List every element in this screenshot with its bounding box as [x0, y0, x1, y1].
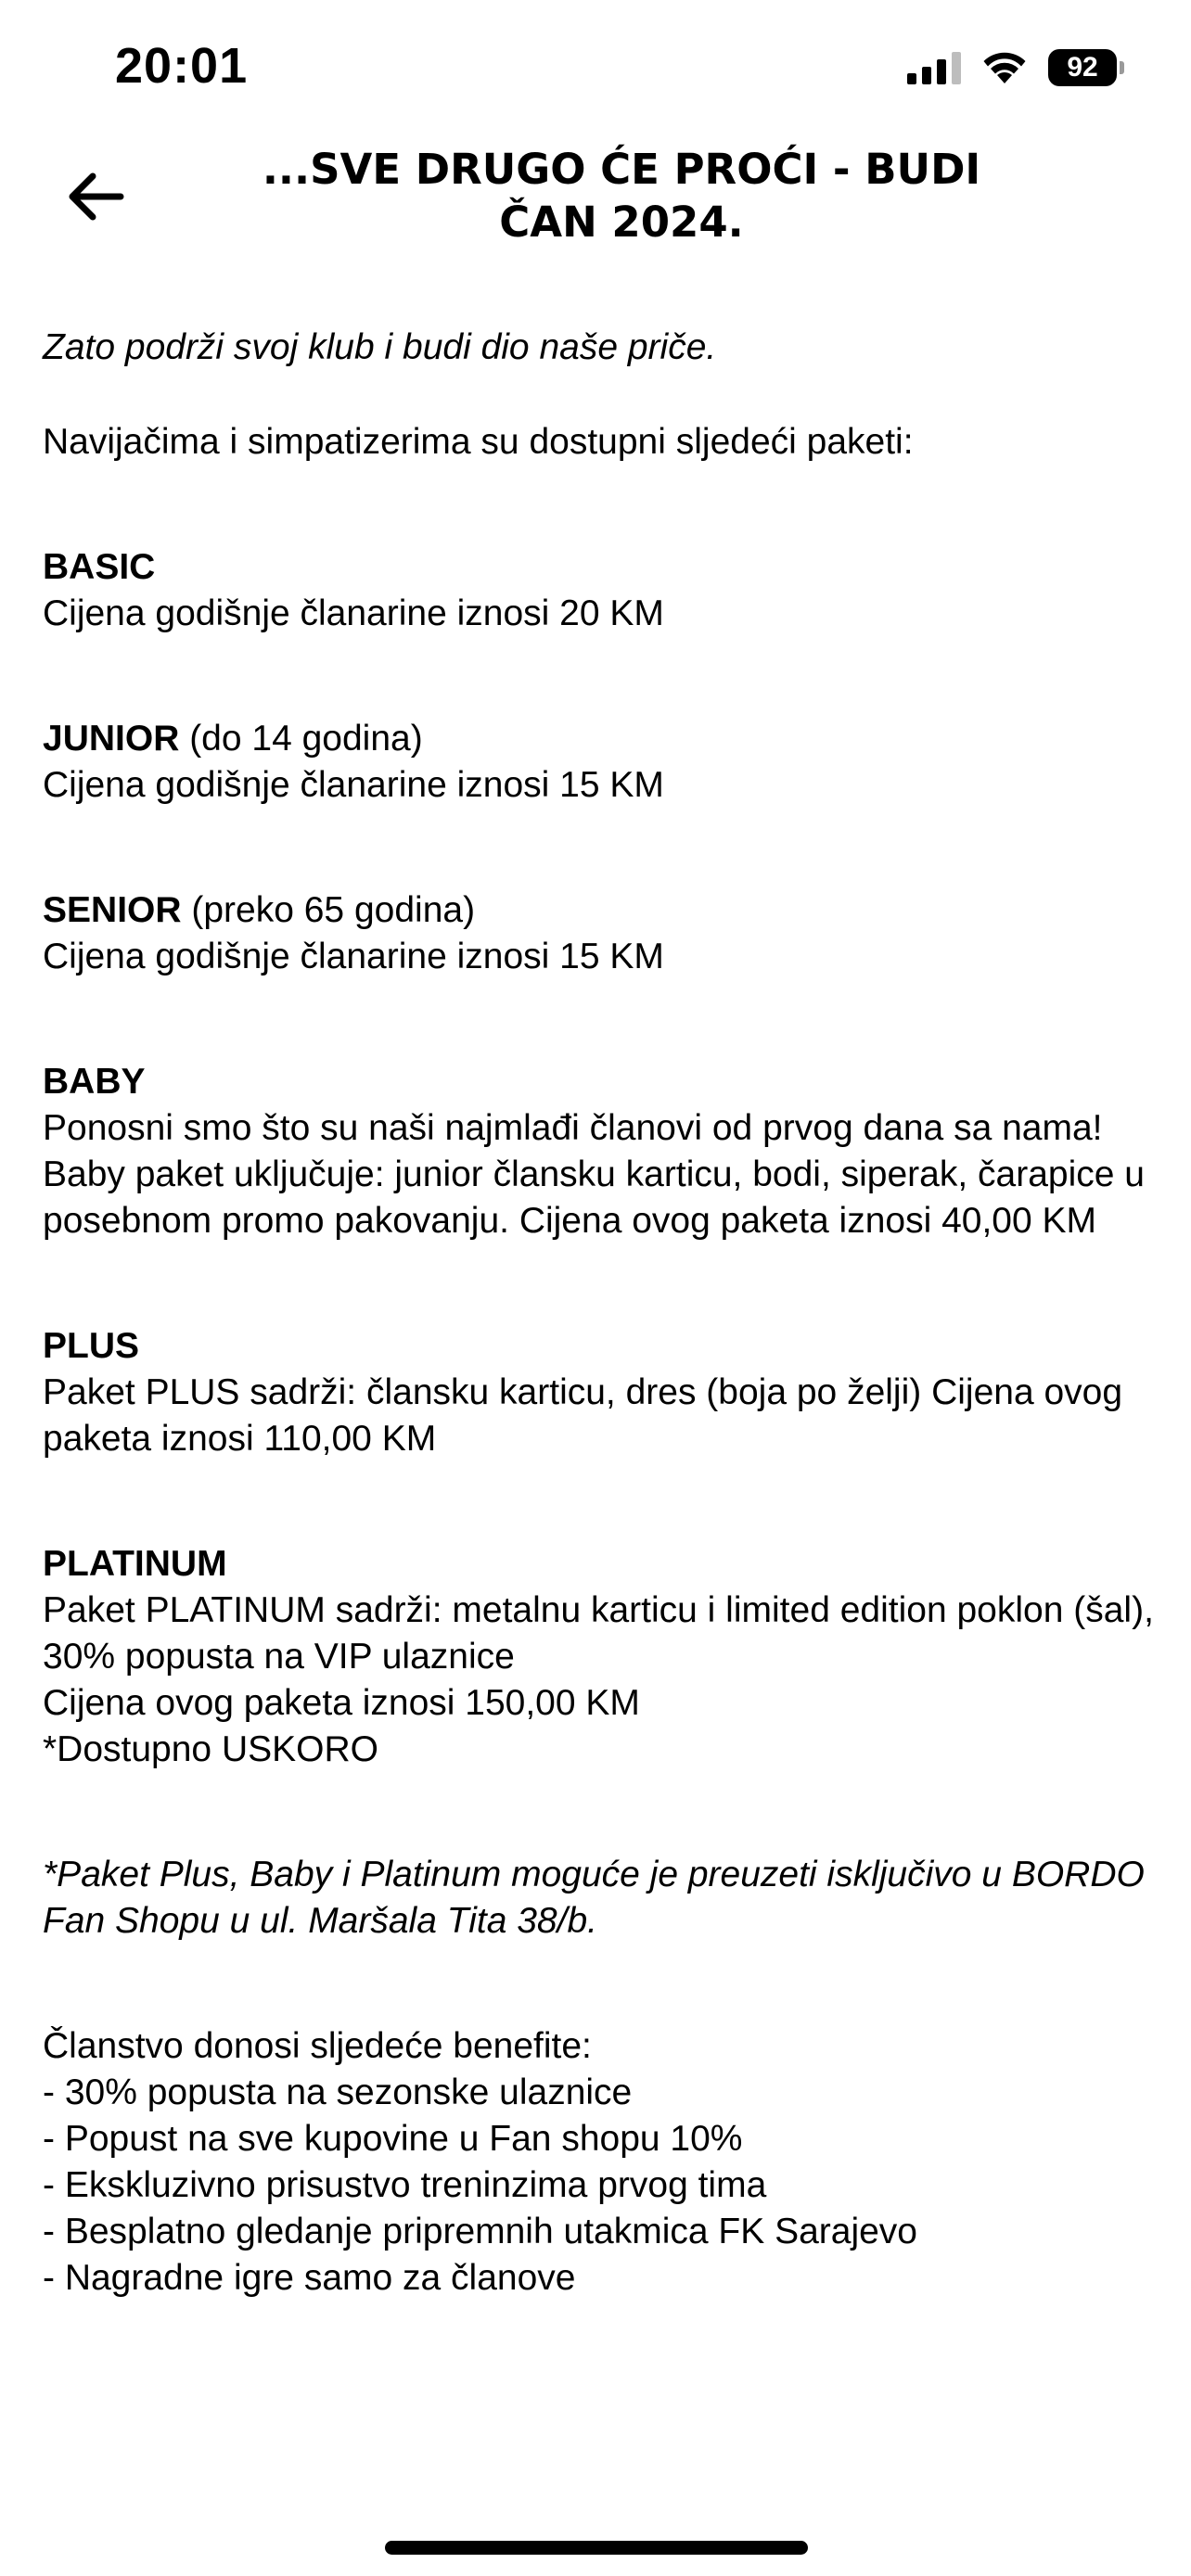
benefits-title: Članstvo donosi sljedeće benefite:	[43, 2026, 592, 2066]
header	[0, 139, 1191, 269]
arrow-left-icon	[65, 171, 124, 223]
package-platinum	[43, 1541, 1156, 1773]
status-time: 20:01	[115, 38, 249, 94]
benefit-item: - 30% popusta na sezonske ulaznice	[43, 2072, 633, 2112]
package-senior	[43, 887, 1156, 980]
package-price: Cijena godišnje članarine iznosi 20 KM	[43, 593, 664, 633]
article-content	[43, 325, 1156, 2302]
battery-icon	[1048, 49, 1124, 86]
status-icons	[907, 46, 1124, 89]
back-button[interactable]	[56, 158, 134, 236]
package-name: SENIOR	[43, 890, 182, 930]
package-name: BABY	[43, 1062, 146, 1102]
battery-cap	[1120, 61, 1124, 74]
package-name: PLATINUM	[43, 1544, 227, 1584]
package-note: (do 14 godina)	[179, 719, 423, 759]
package-junior	[43, 716, 1156, 809]
package-name: BASIC	[43, 547, 156, 587]
package-price: Cijena ovog paketa iznosi 150,00 KM	[43, 1683, 640, 1723]
page-title	[232, 143, 1011, 249]
intro-text: Navijačima i simpatizerima su dostupni sljedeći paketi:	[43, 422, 914, 462]
page-title-line-2: ČAN 2024.	[499, 198, 744, 247]
status-bar	[0, 0, 1191, 139]
package-description: Paket PLATINUM sadrži: metalnu karticu i limited edition poklon (šal), 30% popusta na VIP ulaznice	[43, 1590, 1154, 1677]
package-basic	[43, 544, 1156, 637]
home-indicator[interactable]	[385, 2541, 808, 2555]
package-price: Cijena godišnje članarine iznosi 15 KM	[43, 937, 664, 976]
package-note: (preko 65 godina)	[181, 890, 476, 930]
package-plus	[43, 1323, 1156, 1462]
package-availability: *Dostupno USKORO	[43, 1729, 378, 1769]
package-price: Cijena godišnje članarine iznosi 15 KM	[43, 765, 664, 805]
benefits-list	[43, 2023, 1156, 2302]
benefit-item: - Popust na sve kupovine u Fan shopu 10%	[43, 2119, 743, 2159]
package-description: Paket PLUS sadrži: člansku karticu, dres (boja po želji) Cijena ovog paketa iznosi 110,00 KM	[43, 1372, 1123, 1459]
package-description: Baby paket uključuje: junior člansku karticu, bodi, siperak, čarapice u posebnom promo pakovanju. Cijena ovog paketa iznosi 40,00 KM	[43, 1154, 1145, 1241]
shop-note: *Paket Plus, Baby i Platinum moguće je preuzeti isključivo u BORDO Fan Shopu u ul. Maršala Tita 38/b.	[43, 1855, 1145, 1941]
benefit-item: - Besplatno gledanje pripremnih utakmica FK Sarajevo	[43, 2212, 917, 2251]
package-name: JUNIOR	[43, 719, 180, 759]
benefit-item: - Ekskluzivno prisustvo treninzima prvog tima	[43, 2165, 767, 2205]
package-baby	[43, 1059, 1156, 1244]
wifi-icon	[981, 50, 1028, 85]
package-name: PLUS	[43, 1326, 140, 1366]
page-title-line-1: ...SVE DRUGO ĆE PROĆI - BUDI	[262, 145, 981, 194]
benefit-item: - Nagradne igre samo za članove	[43, 2258, 576, 2298]
package-description: Ponosni smo što su naši najmlađi članovi od prvog dana sa nama!	[43, 1108, 1103, 1148]
intro-italic: Zato podrži svoj klub i budi dio naše priče.	[43, 327, 717, 367]
battery-level: 92	[1048, 49, 1117, 86]
cellular-signal-icon	[907, 51, 961, 84]
